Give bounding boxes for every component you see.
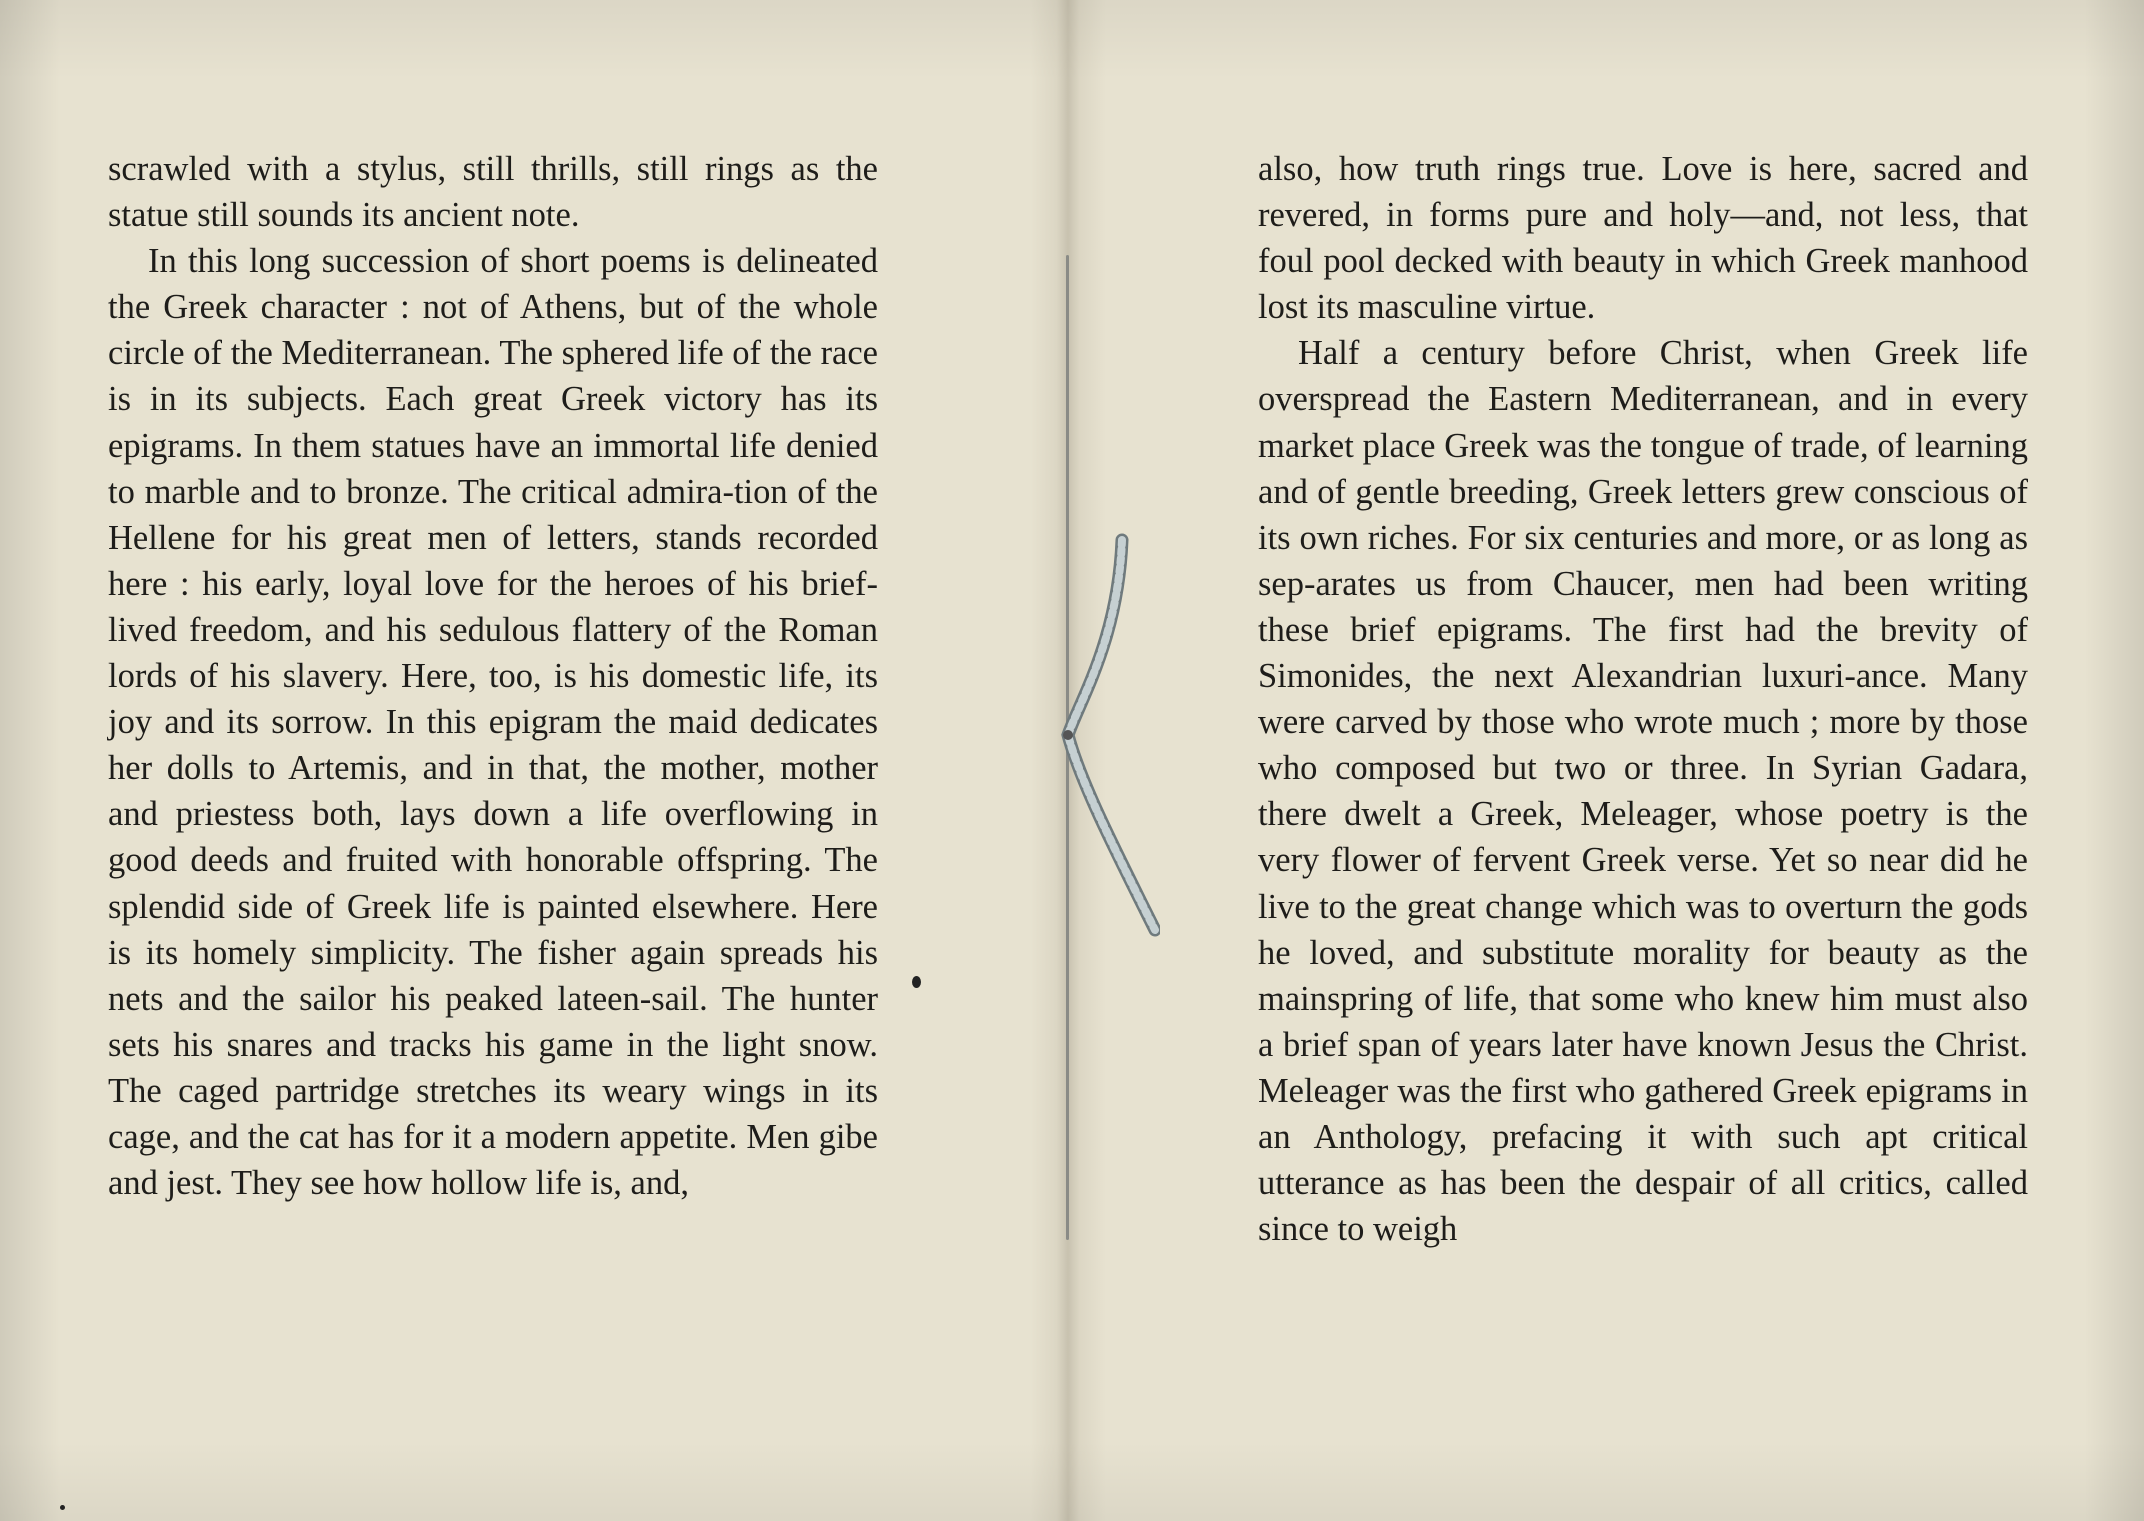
right-page-text	[1258, 146, 2028, 1252]
left-paragraph-1: scrawled with a stylus, still thrills, still rings as the statue still sounds its ancient note.	[108, 150, 878, 235]
right-paragraph-1: also, how truth rings true. Love is here, sacred and revered, in forms pure and holy—and, not less, that foul pool decked with beauty in which Greek manhood lost its masculine virtue.	[1258, 150, 2028, 327]
ink-speck	[60, 1505, 65, 1510]
right-paragraph-2: Half a century before Christ, when Greek life overspread the Eastern Mediterranean, and in every market place Greek was the tongue of trade, of learning and of gentle breeding, Greek letters grew conscious of its own riches. For six centuries and more, or as long as sep-arates us from Chaucer, men had been writing these brief epigrams. The first had the brevity of Simonides, the next Alexandrian luxuri-ance. Many were carved by those who wrote much ; more by those who composed but two or three. In Syrian Gadara, there dwelt a Greek, Meleager, whose poetry is the very flower of fervent Greek verse. Yet so near did he live to the great change which was to overturn the gods he loved, and substitute morality for beauty as the mainspring of life, that some who knew him must also a brief span of years later have known Jesus the Christ. Meleager was the first who gathered Greek epigrams in an Anthology, prefacing it with such apt critical utterance as has been the despair of all critics, called since to weigh	[1258, 334, 2028, 1249]
ink-speck	[912, 976, 921, 988]
right-page	[1068, 0, 2144, 1521]
left-page	[0, 0, 1068, 1521]
left-page-text	[108, 146, 878, 1206]
left-paragraph-2: In this long succession of short poems is delineated the Greek character : not of Athens, but of the whole circle of the Mediterranean. The sphered life of the race is in its subjects. Each great Greek victory has its epigrams. In them statues have an immortal life denied to marble and to bronze. The critical admira-tion of the Hellene for his great men of letters, stands recorded here : his early, loyal love for the heroes of his brief-lived freedom, and his sedulous flattery of the Roman lords of his slavery. Here, too, is his domestic life, its joy and its sorrow. In this epigram the maid dedicates her dolls to Artemis, and in that, the mother, mother and priestess both, lays down a life overflowing in good deeds and fruited with honorable offspring. The splendid side of Greek life is painted elsewhere. Here is its homely simplicity. The fisher again spreads his nets and the sailor his peaked lateen-sail. The hunter sets his snares and tracks his game in the light snow. The caged partridge stretches its weary wings in its cage, and the cat has for it a modern appetite. Men gibe and jest. They see how hollow life is, and,	[108, 242, 878, 1203]
binding-thread-icon	[1040, 520, 1160, 960]
